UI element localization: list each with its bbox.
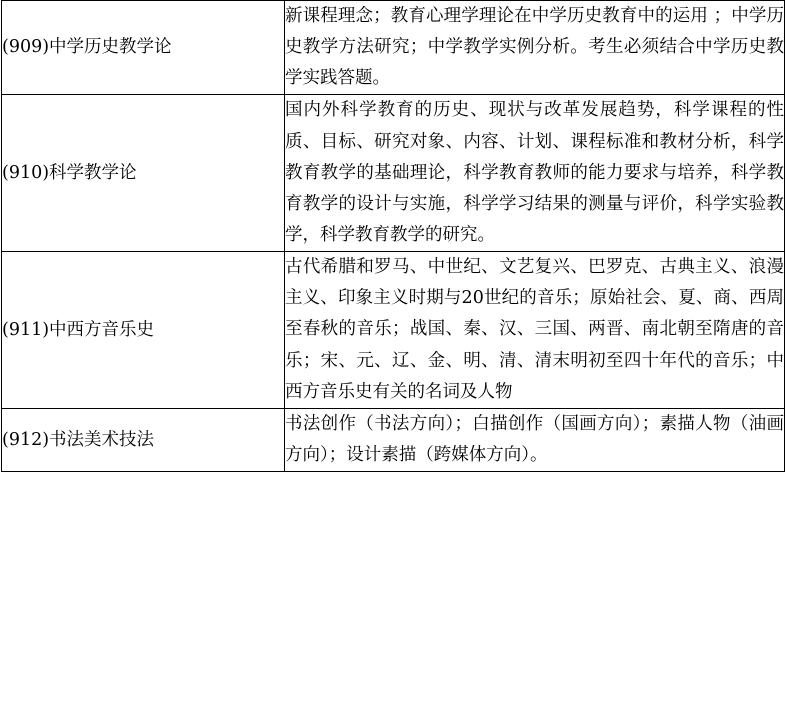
table-row (2, 408, 785, 471)
subject-content-cell (285, 1, 785, 95)
subject-code-cell: (909)中学历史教学论 (2, 1, 285, 95)
content-text: 国内外科学教育的历史、现状与改革发展趋势，科学课程的性质、目标、研究对象、内容、计划、课程标准和教材分析，科学教育教学的基础理论，科学教育教师的能力要求与培养，科学教育教学的设计与实施，科学学习结果的测量与评价，科学实验教学，科学教育教学的研究。 (285, 100, 784, 245)
subject-code-cell: (911)中西方音乐史 (2, 252, 285, 409)
subject-content-cell (285, 95, 785, 252)
table-row (2, 252, 785, 409)
content-text: 新课程理念；教育心理学理论在中学历史教育中的运用 ；中学历史教学方法研究；中学教学实例分析。考生必须结合中学历史教学实践答题。 (285, 6, 784, 89)
content-text: 书法创作（书法方向）；白描创作（国画方向）；素描人物（油画方向）；设计素描（跨媒体方向）。 (285, 413, 784, 465)
subject-content-cell (285, 252, 785, 409)
content-text: 古代希腊和罗马、中世纪、文艺复兴、巴罗克、古典主义、浪漫主义、印象主义时期与20世纪的音乐；原始社会、夏、商、西周至春秋的音乐；战国、秦、汉、三国、两晋、南北朝至隋唐的音乐；宋、元、辽、金、明、清、清末明初至四十年代的音乐；中西方音乐史有关的名词及人物 (285, 257, 784, 402)
subject-content-cell (285, 408, 785, 471)
table-row (2, 1, 785, 95)
exam-subjects-table (1, 0, 785, 472)
subject-code-cell: (910)科学教学论 (2, 95, 285, 252)
table-row (2, 95, 785, 252)
table-body (2, 1, 785, 472)
subject-code-cell: (912)书法美术技法 (2, 408, 285, 471)
